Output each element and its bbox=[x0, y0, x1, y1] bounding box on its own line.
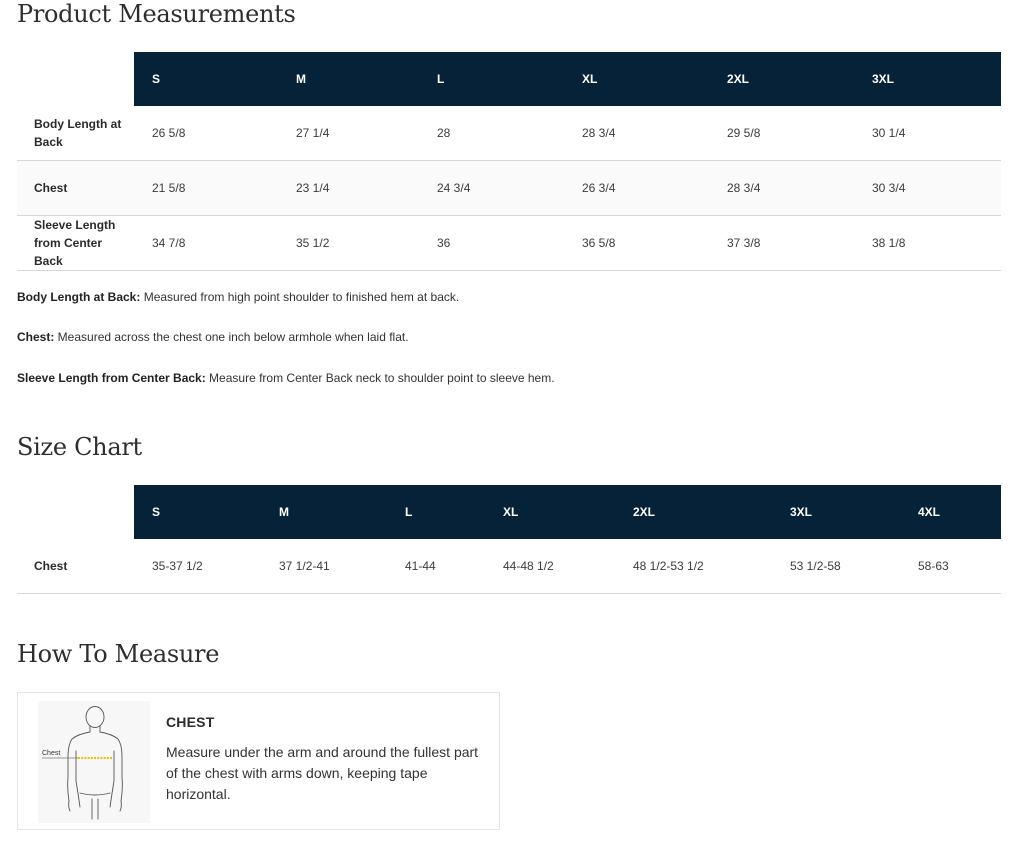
size-header-3xl: 3XL bbox=[872, 72, 895, 86]
size-chart-title: Size Chart bbox=[17, 433, 142, 461]
table-cell: 35 1/2 bbox=[296, 236, 330, 250]
body-figure-icon bbox=[38, 701, 150, 823]
measure-item-title: CHEST bbox=[166, 714, 215, 730]
note-body-length bbox=[17, 290, 459, 304]
table-row bbox=[17, 161, 1001, 216]
note-chest bbox=[17, 330, 409, 344]
table-header-row bbox=[134, 52, 1001, 106]
table-cell: 36 bbox=[437, 236, 451, 250]
table-cell: 30 1/4 bbox=[872, 126, 906, 140]
table-cell: 30 3/4 bbox=[872, 181, 906, 195]
table-cell: 24 3/4 bbox=[437, 181, 471, 195]
size-header-s: S bbox=[152, 72, 161, 86]
size-header-m: M bbox=[279, 505, 289, 519]
row-label-chest: Chest bbox=[34, 559, 68, 573]
note-text: Measured from high point shoulder to finished hem at back. bbox=[140, 290, 460, 304]
table-row bbox=[17, 216, 1001, 271]
table-cell: 37 1/2-41 bbox=[279, 559, 330, 573]
table-cell: 37 3/8 bbox=[727, 236, 761, 250]
table-cell: 44-48 1/2 bbox=[503, 559, 554, 573]
row-label-chest: Chest bbox=[34, 181, 68, 195]
note-term: Sleeve Length from Center Back: bbox=[17, 371, 206, 385]
size-header-2xl: 2XL bbox=[727, 72, 750, 86]
table-cell: 38 1/8 bbox=[872, 236, 906, 250]
how-to-measure-title: How To Measure bbox=[17, 640, 220, 668]
note-text: Measure from Center Back neck to shoulder point to sleeve hem. bbox=[205, 371, 555, 385]
size-header-l: L bbox=[405, 505, 413, 519]
table-row bbox=[17, 106, 1001, 161]
body-figure-illustration bbox=[38, 701, 150, 823]
size-header-l: L bbox=[437, 72, 445, 86]
table-cell: 36 5/8 bbox=[582, 236, 616, 250]
row-label-body-length: Body Length at Back bbox=[34, 117, 122, 149]
note-term: Body Length at Back: bbox=[17, 290, 141, 304]
table-cell: 53 1/2-58 bbox=[790, 559, 841, 573]
table-cell: 21 5/8 bbox=[152, 181, 186, 195]
size-header-4xl: 4XL bbox=[918, 505, 941, 519]
table-cell: 26 5/8 bbox=[152, 126, 186, 140]
table-cell: 28 3/4 bbox=[727, 181, 761, 195]
note-text: Measured across the chest one inch below armhole when laid flat. bbox=[54, 330, 409, 344]
size-header-xl: XL bbox=[582, 72, 598, 86]
note-sleeve-length bbox=[17, 371, 555, 385]
size-header-3xl: 3XL bbox=[790, 505, 813, 519]
size-header-s: S bbox=[152, 505, 161, 519]
table-cell: 34 7/8 bbox=[152, 236, 186, 250]
table-cell: 28 3/4 bbox=[582, 126, 616, 140]
measure-card bbox=[17, 692, 500, 830]
table-row bbox=[17, 539, 1001, 594]
note-term: Chest: bbox=[17, 330, 55, 344]
table-cell: 35-37 1/2 bbox=[152, 559, 203, 573]
table-cell: 28 bbox=[437, 126, 451, 140]
row-label-sleeve-length: Sleeve Length from Center Back bbox=[34, 218, 116, 268]
table-cell: 27 1/4 bbox=[296, 126, 330, 140]
table-cell: 58-63 bbox=[918, 559, 949, 573]
size-header-2xl: 2XL bbox=[633, 505, 656, 519]
table-cell: 26 3/4 bbox=[582, 181, 616, 195]
table-cell: 29 5/8 bbox=[727, 126, 761, 140]
product-measurements-title: Product Measurements bbox=[17, 0, 296, 28]
size-header-xl: XL bbox=[503, 505, 519, 519]
table-cell: 41-44 bbox=[405, 559, 436, 573]
figure-label: Chest bbox=[42, 750, 61, 757]
size-header-m: M bbox=[296, 72, 306, 86]
table-cell: 23 1/4 bbox=[296, 181, 330, 195]
table-cell: 48 1/2-53 1/2 bbox=[633, 559, 704, 573]
table-header-row bbox=[134, 485, 1001, 539]
measure-item-description: Measure under the arm and around the fullest part of the chest with arms down, keeping tape horizontal. bbox=[166, 744, 479, 802]
